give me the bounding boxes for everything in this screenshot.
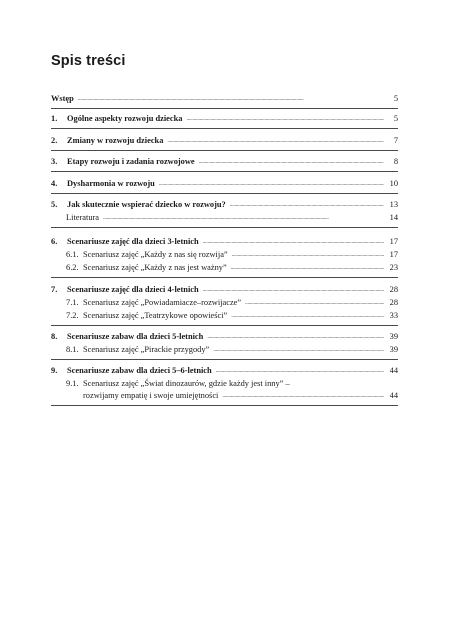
toc-leader-dots <box>203 284 384 295</box>
toc-entry-number: 8. <box>51 332 58 341</box>
toc-entry-label: Literatura <box>66 213 100 222</box>
toc-entry-5 <box>51 200 398 211</box>
toc-leader-dots <box>167 135 384 146</box>
toc-leader-dots <box>231 310 384 321</box>
toc-leader-dots <box>213 344 384 355</box>
toc-leader-dots <box>207 331 384 342</box>
toc-entry-label: Scenariusz zajęć „Teatrzykowe opowieści” <box>83 311 228 320</box>
toc-page-number: 44 <box>389 366 398 375</box>
toc-entry-number: 9.1. <box>66 379 79 388</box>
toc-entry-2 <box>51 136 398 147</box>
toc-entry-8 <box>51 332 398 343</box>
toc-entry-number: 1. <box>51 114 58 123</box>
toc-entry-label: Wstęp <box>51 94 74 103</box>
toc-leader-dots <box>199 156 384 167</box>
toc-divider <box>51 277 398 278</box>
toc-entry-literatura <box>66 213 398 224</box>
toc-entry-8-1 <box>66 345 398 356</box>
toc-divider <box>51 171 398 172</box>
toc-page-number: 23 <box>389 263 398 272</box>
page-title: Spis treści <box>51 53 126 69</box>
toc-page-number: 8 <box>393 157 398 166</box>
toc-leader-dots <box>216 365 384 376</box>
toc-entry-label: Scenariusze zabaw dla dzieci 5-letnich <box>67 332 204 341</box>
toc-entry-label: Jak skutecznie wspierać dziecko w rozwoju? <box>67 200 226 209</box>
toc-page-number: 7 <box>393 136 398 145</box>
toc-entry-number: 6.2. <box>66 263 79 272</box>
toc-entry-label: Scenariusz zajęć „Każdy z nas się rozwija” <box>83 250 228 259</box>
toc-entry-number: 8.1. <box>66 345 79 354</box>
toc-entry-6 <box>51 237 398 248</box>
toc-entry-6-1 <box>66 250 398 261</box>
toc-entry-label: Scenariusz zajęć „Każdy z nas jest ważny” <box>83 263 227 272</box>
toc-entry-number: 7.1. <box>66 298 79 307</box>
toc-entry-number: 6. <box>51 237 58 246</box>
toc-divider <box>51 108 398 109</box>
toc-entry-6-2 <box>66 263 398 274</box>
toc-entry-label: Scenariusz zajęć „Powiadamiacze–rozwijacze” <box>83 298 242 307</box>
toc-leader-dots <box>222 390 384 401</box>
toc-entry-number: 9. <box>51 366 58 375</box>
toc-entry-3 <box>51 157 398 168</box>
toc-divider <box>51 193 398 194</box>
toc-page-number: 28 <box>389 298 398 307</box>
toc-leader-dots <box>232 249 384 260</box>
toc-page-number: 44 <box>389 391 398 400</box>
toc-page-number: 33 <box>389 311 398 320</box>
toc-entry-number: 6.1. <box>66 250 79 259</box>
toc-entry-7 <box>51 285 398 296</box>
toc-page-number: 39 <box>389 332 398 341</box>
toc-leader-dots <box>103 212 384 223</box>
toc-divider <box>51 325 398 326</box>
toc-leader-dots <box>245 297 384 308</box>
toc-page-number: 17 <box>389 237 398 246</box>
toc-page-number: 14 <box>389 213 398 222</box>
toc-entry-label: Scenariusz zajęć „Świat dinozaurów, gdzie każdy jest inny” – <box>83 379 290 388</box>
toc-entry-number: 3. <box>51 157 58 166</box>
toc-page-number: 13 <box>389 200 398 209</box>
toc-page-number: 5 <box>393 94 398 103</box>
toc-entry-number: 7. <box>51 285 58 294</box>
toc-divider <box>51 227 398 228</box>
toc-entry-9 <box>51 366 398 377</box>
toc-divider <box>51 150 398 151</box>
toc-page-number: 39 <box>389 345 398 354</box>
toc-entry-7-1 <box>66 298 398 309</box>
toc-entry-number: 7.2. <box>66 311 79 320</box>
toc-entry-label: Scenariusz zajęć „Pirackie przygody” <box>83 345 210 354</box>
toc-leader-dots <box>203 236 384 247</box>
toc-entry-9-1-continued <box>83 391 398 402</box>
toc-leader-dots <box>230 199 384 210</box>
toc-leader-dots <box>159 178 384 189</box>
toc-entry-label: Dysharmonia w rozwoju <box>67 179 155 188</box>
toc-entry-label: Zmiany w rozwoju dziecka <box>67 136 164 145</box>
toc-divider <box>51 405 398 406</box>
toc-entry-number: 5. <box>51 200 58 209</box>
toc-entry-7-2 <box>66 311 398 322</box>
toc-entry-label: Scenariusze zajęć dla dzieci 4-letnich <box>67 285 199 294</box>
toc-entry-1 <box>51 114 398 125</box>
toc-divider <box>51 128 398 129</box>
toc-leader-dots <box>231 262 384 273</box>
toc-entry-9-1 <box>66 379 398 389</box>
toc-page-number: 17 <box>389 250 398 259</box>
toc-page-number: 10 <box>389 179 398 188</box>
toc-leader-dots <box>78 93 384 104</box>
toc-entry-label: Scenariusze zajęć dla dzieci 3-letnich <box>67 237 199 246</box>
toc-leader-dots <box>186 113 384 124</box>
toc-divider <box>51 359 398 360</box>
toc-page-number: 28 <box>389 285 398 294</box>
toc-entry-number: 2. <box>51 136 58 145</box>
toc-page-number: 5 <box>393 114 398 123</box>
toc-entry-label: Ogólne aspekty rozwoju dziecka <box>67 114 183 123</box>
toc-entry-number: 4. <box>51 179 58 188</box>
toc-entry-label-line2: rozwijamy empatię i swoje umiejętności <box>83 391 219 400</box>
toc-entry-label: Scenariusze zabaw dla dzieci 5–6-letnich <box>67 366 212 375</box>
toc-entry-wstep <box>51 94 398 105</box>
toc-entry-label: Etapy rozwoju i zadania rozwojowe <box>67 157 195 166</box>
toc-entry-4 <box>51 179 398 190</box>
